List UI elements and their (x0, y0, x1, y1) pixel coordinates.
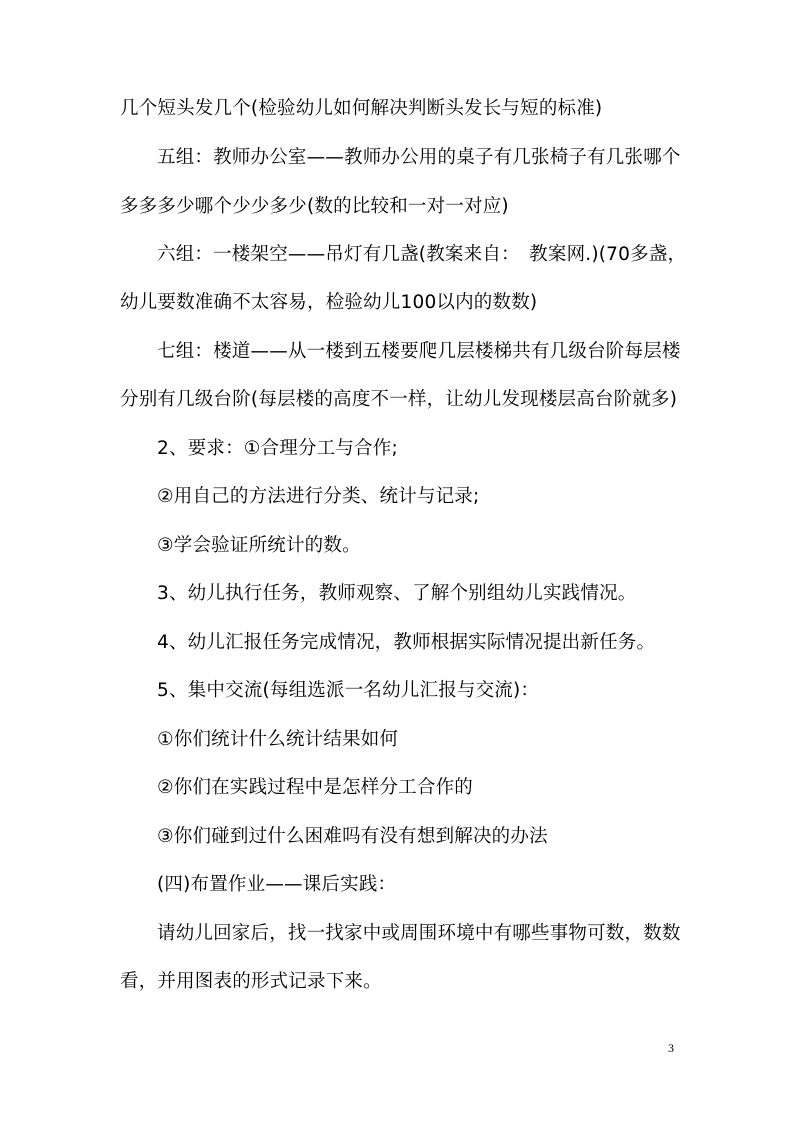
text-line-8: 2、要求：①合理分工与合作; (157, 438, 398, 459)
text-line-11: 3、幼儿执行任务，教师观察、了解个别组幼儿实践情况。 (157, 583, 637, 604)
text-line-15: ②你们在实践过程中是怎样分工合作的 (157, 777, 473, 798)
text-line-17: (四)布置作业——课后实践： (157, 874, 397, 895)
text-line-2: 五组：教师办公室——教师办公用的桌子有几张椅子有几张哪个 (157, 147, 681, 168)
text-line-16: ③你们碰到过什么困难吗有没有想到解决的办法 (157, 826, 548, 847)
text-line-6: 七组：楼道——从一楼到五楼要爬几层楼梯共有几级台阶每层楼 (157, 341, 681, 362)
text-line-1: 几个短头发几个(检验幼儿如何解决判断头发长与短的标准) (120, 98, 603, 119)
text-line-3: 多多多少哪个少少多少(数的比较和一对一对应) (120, 196, 509, 217)
page-number: 3 (668, 1041, 674, 1055)
text-line-4: 六组：一楼架空——吊灯有几盏(教案来自： 教案网.)(70多盏， (157, 244, 687, 265)
text-line-5: 幼儿要数准确不太容易，检验幼儿100以内的数数) (120, 292, 538, 313)
text-line-10: ③学会验证所统计的数。 (157, 535, 361, 556)
text-line-13: 5、集中交流(每组选派一名幼儿汇报与交流)： (157, 680, 540, 701)
text-line-7: 分别有几级台阶(每层楼的高度不一样，让幼儿发现楼层高台阶就多) (120, 389, 678, 410)
text-line-9: ②用自己的方法进行分类、统计与记录; (157, 486, 480, 507)
text-line-18: 请幼儿回家后，找一找家中或周围环境中有哪些事物可数，数数 (157, 923, 681, 944)
text-line-14: ①你们统计什么统计结果如何 (157, 729, 399, 750)
text-line-12: 4、幼儿汇报任务完成情况，教师根据实际情况提出新任务。 (157, 632, 656, 653)
text-line-19: 看，并用图表的形式记录下来。 (120, 971, 382, 992)
